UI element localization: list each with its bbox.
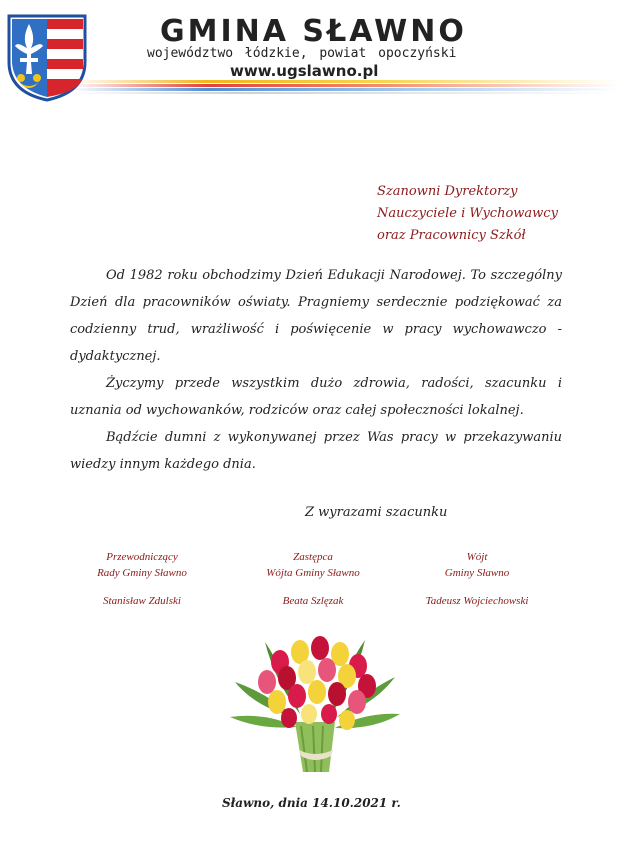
- letter-body: [70, 262, 562, 478]
- signature-role-body: Rady Gminy Sławno: [97, 567, 187, 579]
- greeting: [377, 181, 558, 247]
- signature-block-mayor: [387, 549, 567, 609]
- place-and-date: Sławno, dnia 14.10.2021 r.: [222, 796, 401, 810]
- closing-phrase: Z wyrazami szacunku: [305, 505, 448, 520]
- body-paragraph-3: Bądźcie dumni z wykonywanej przez Was pracy w przekazywaniu wiedzy innym każdego dnia.: [70, 430, 562, 472]
- signature-role: Wójt: [466, 551, 488, 563]
- signature-name: Stanisław Zdulski: [103, 595, 181, 607]
- body-paragraph-1: Od 1982 roku obchodzimy Dzień Edukacji Narodowej. To szczególny Dzień dla pracowników oświaty. Pragniemy serdecznie podziękować za codzienny trud, wrażliwość i poświęcenie w pracy wychowawczo - dydaktycznej.: [70, 268, 562, 364]
- header-stripe-red: [70, 84, 619, 87]
- header-stripe-grey: [70, 92, 619, 94]
- tulip-bouquet-image: [225, 622, 405, 782]
- signature-role-body: Gminy Sławno: [444, 567, 510, 579]
- municipality-website: www.ugslawno.pl: [230, 62, 379, 80]
- municipality-subtitle: województwo łódzkie, powiat opoczyński: [147, 46, 457, 61]
- signature-block-chairman: [52, 549, 232, 609]
- letterhead: [0, 0, 619, 110]
- coat-of-arms-icon: [5, 12, 89, 102]
- bouquet-blooms: [258, 636, 376, 730]
- signature-name: Beata Szlęzak: [282, 595, 344, 607]
- greeting-line-3: oraz Pracownicy Szkół: [377, 228, 526, 243]
- signature-role-body: Wójta Gminy Sławno: [266, 567, 360, 579]
- signature-role: Przewodniczący: [106, 551, 178, 563]
- signature-role: Zastępca: [293, 551, 333, 563]
- body-paragraph-2: Życzymy przede wszystkim dużo zdrowia, radości, szacunku i uznania od wychowanków, rodziców oraz całej społeczności lokalnej.: [70, 376, 562, 418]
- greeting-line-2: Nauczyciele i Wychowawcy: [377, 206, 558, 221]
- bouquet-stems: [295, 722, 335, 772]
- greeting-line-1: Szanowni Dyrektorzy: [377, 184, 518, 199]
- signature-name: Tadeusz Wojciechowski: [425, 595, 529, 607]
- signature-block-deputy: [223, 549, 403, 609]
- municipality-title: GMINA SŁAWNO: [160, 14, 467, 49]
- header-stripe-yellow: [70, 80, 619, 83]
- header-stripe-blue: [70, 88, 619, 91]
